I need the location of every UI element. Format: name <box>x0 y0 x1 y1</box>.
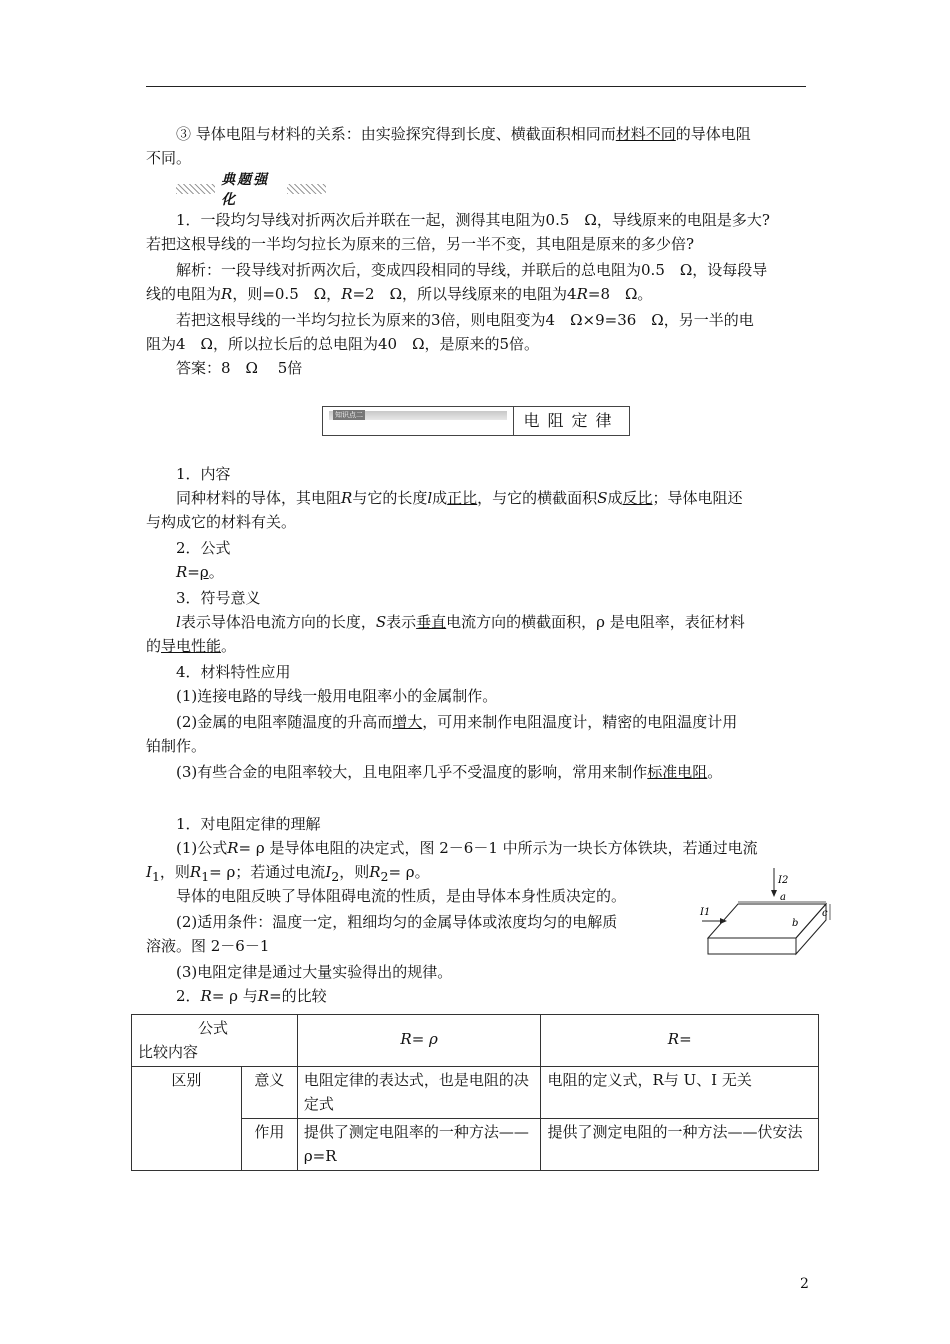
knowledge-point-title: 电阻定律 <box>523 411 620 430</box>
banner-hatch-right <box>287 184 326 194</box>
answer-line: 答案：8 Ω 5倍 <box>176 359 303 377</box>
understand-line-6: (3)电阻定律是通过大量实验得出的规律。 <box>176 963 453 981</box>
label-a: a <box>780 892 786 903</box>
section-banner <box>176 172 326 208</box>
banner-title: 典题强化 <box>221 172 270 208</box>
application-3: (3)有些合金的电阻率较大，且电阻率几乎不受温度的影响，常用来制作标准电阻。 <box>176 763 723 781</box>
solution-line-2: 线的电阻为R，则=0.5 Ω，R=2 Ω，所以导线原来的电阻为4R=8 Ω。 <box>146 285 653 303</box>
solution-line-3: 若把这根导线的一半均匀拉长为原来的3倍，则电阻变为4 Ω×9=36 Ω，另一半的电 <box>176 311 754 329</box>
understand-line-5: 溶液。图 2－6－1 <box>146 937 270 955</box>
law-symbols-line-1: l表示导体沿电流方向的长度，S表示垂直电流方向的横截面积，ρ 是电阻率，表征材料 <box>176 613 745 631</box>
label-b: b <box>792 918 799 929</box>
knowledge-point-label: 知识点二 <box>335 411 363 419</box>
application-2-cont: 铂制作。 <box>146 737 207 755</box>
law-formula: R=ρ。 <box>176 563 224 581</box>
current-i2-arrowhead <box>771 890 777 897</box>
cell-meaning-law: 电阻定律的表达式，也是电阻的决定式 <box>297 1067 541 1119</box>
example-question-2: 若把这根导线的一半均匀拉长为原来的三倍，另一半不变，其电阻是原来的多少倍? <box>146 235 695 253</box>
row-label-meaning: 意义 <box>241 1067 297 1119</box>
understand-heading: 1．对电阻定律的理解 <box>176 815 321 833</box>
law-content-line-2: 与构成它的材料有关。 <box>146 513 297 531</box>
comparison-heading: 2．R= ρ 与R=的比较 <box>176 987 327 1005</box>
understand-line-2: $I_1$，则$R_1= \rho$；若通过电流$I_2$，则$R_2= \rho$。 <box>146 863 430 884</box>
corner-bottom-label: 比较内容 <box>138 1043 199 1061</box>
current-i1-arrowhead <box>720 918 727 924</box>
knowledge-point-tag <box>329 411 507 420</box>
row-label-use: 作用 <box>241 1119 297 1171</box>
table-row <box>132 1067 819 1119</box>
table-header-row <box>132 1015 819 1067</box>
label-i2: I2 <box>778 875 789 886</box>
law-content-line-1: 同种材料的导体，其电阻R与它的长度l成正比，与它的横截面积S成反比；导体电阻还 <box>176 489 743 507</box>
iron-block-figure <box>698 866 838 976</box>
comparison-table <box>131 1014 819 1171</box>
row-group-label: 区别 <box>132 1067 242 1171</box>
corner-top-label: 公式 <box>198 1019 229 1037</box>
page-number: 2 <box>800 1276 809 1292</box>
label-i1: I1 <box>700 907 711 918</box>
header-rule <box>146 86 806 87</box>
solution-line-4: 阻为4 Ω，所以拉长后的总电阻为40 Ω，是原来的5倍。 <box>146 335 540 353</box>
law-heading-applications: 4．材料特性应用 <box>176 663 291 681</box>
cell-use-definition: 提供了测定电阻的一种方法——伏安法 <box>541 1119 819 1171</box>
block-front-face <box>708 938 796 954</box>
understand-line-3: 导体的电阻反映了导体阻碍电流的性质，是由导体本身性质决定的。 <box>176 887 627 905</box>
law-symbols-line-2: 的导电性能。 <box>146 637 237 655</box>
banner-hatch-left <box>176 184 215 194</box>
application-2: (2)金属的电阻率随温度的升高而增大，可用来制作电阻温度计，精密的电阻温度计用 <box>176 713 738 731</box>
material-relation-line: ③ 导体电阻与材料的关系：由实验探究得到长度、横截面积相同而材料不同的导体电阻 <box>176 125 751 143</box>
knowledge-point-header <box>322 406 630 436</box>
label-c: c <box>822 908 828 919</box>
law-heading-content: 1．内容 <box>176 465 231 483</box>
understand-line-1: (1)公式R= ρ 是导体电阻的决定式，图 2－6－1 中所示为一块长方体铁块，若通过电流 <box>176 839 758 857</box>
cell-meaning-definition: 电阻的定义式，R与 U、I 无关 <box>541 1067 819 1119</box>
example-question-1: 1．一段均匀导线对折两次后并联在一起，测得其电阻为0.5 Ω，导线原来的电阻是多大? <box>176 211 770 229</box>
column-header-2: R= <box>541 1015 819 1067</box>
law-heading-symbols: 3．符号意义 <box>176 589 261 607</box>
understand-line-4: (2)适用条件：温度一定，粗细均匀的金属导体或浓度均匀的电解质 <box>176 913 618 931</box>
column-header-1: R= ρ <box>297 1015 541 1067</box>
material-relation-line-2: 不同。 <box>146 149 192 167</box>
application-1: (1)连接电路的导线一般用电阻率小的金属制作。 <box>176 687 498 705</box>
table-corner-cell <box>132 1015 298 1067</box>
solution-line-1: 解析：一段导线对折两次后，变成四段相同的导线，并联后的总电阻为0.5 Ω，设每段导 <box>176 261 768 279</box>
cell-use-law: 提供了测定电阻率的一种方法——ρ=R <box>297 1119 541 1171</box>
knowledge-point-tag-cell <box>323 407 514 435</box>
law-heading-formula: 2．公式 <box>176 539 231 557</box>
